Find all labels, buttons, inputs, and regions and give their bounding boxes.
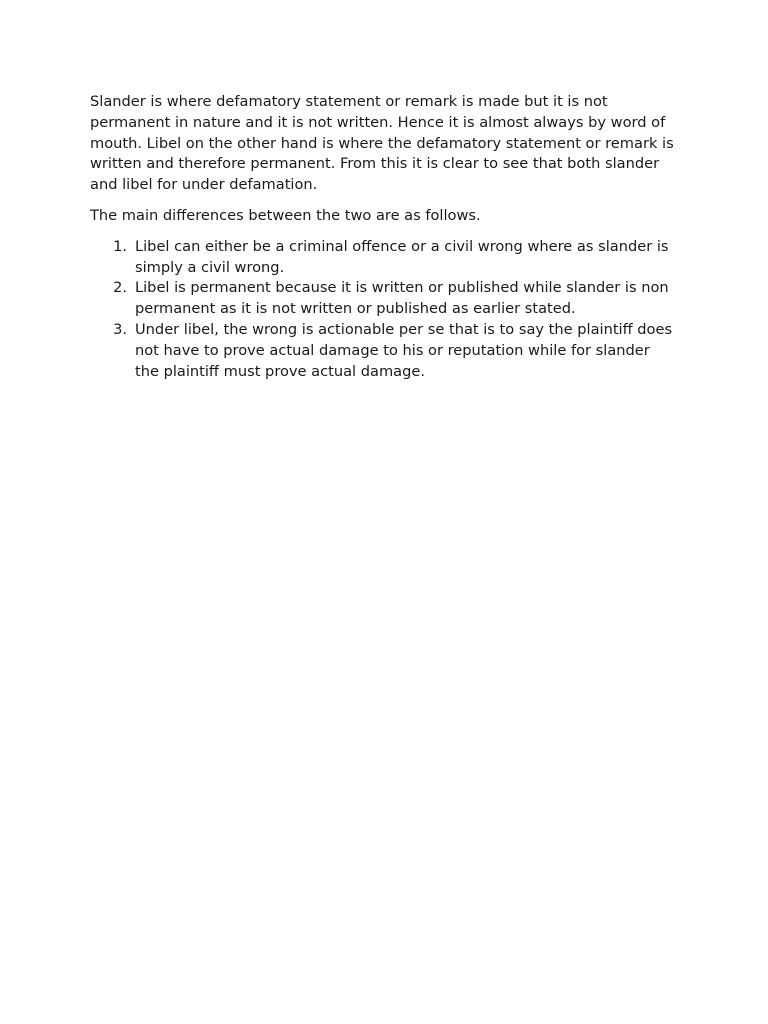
list-item (90, 278, 678, 320)
list-item-text: Libel is permanent because it is written or published while slander is non permanent as it is not written or published as earlier stated. (135, 279, 669, 318)
body-paragraph-1: Slander is where defamatory statement or remark is made but it is not permanent in nature and it is not written. Hence it is almost always by word of mouth. Libel on the other hand is where the defamatory statement or remark is written and therefore permanent. From this it is clear to see that both slander and libel for under defamation. (90, 93, 674, 194)
body-paragraph-2: The main differences between the two are as follows. (90, 206, 481, 224)
differences-list (90, 237, 678, 383)
list-item-text: Under libel, the wrong is actionable per se that is to say the plaintiff does not have to prove actual damage to his or reputation while for slander the plaintiff must prove actual damage. (135, 320, 673, 380)
list-item (90, 320, 678, 382)
list-item-number: 3. (113, 320, 127, 338)
list-item-number: 1. (113, 237, 127, 255)
list-item (90, 237, 678, 279)
list-item-text: Libel can either be a criminal offence or a civil wrong where as slander is simply a civil wrong. (135, 237, 669, 276)
list-item-number: 2. (113, 279, 127, 297)
